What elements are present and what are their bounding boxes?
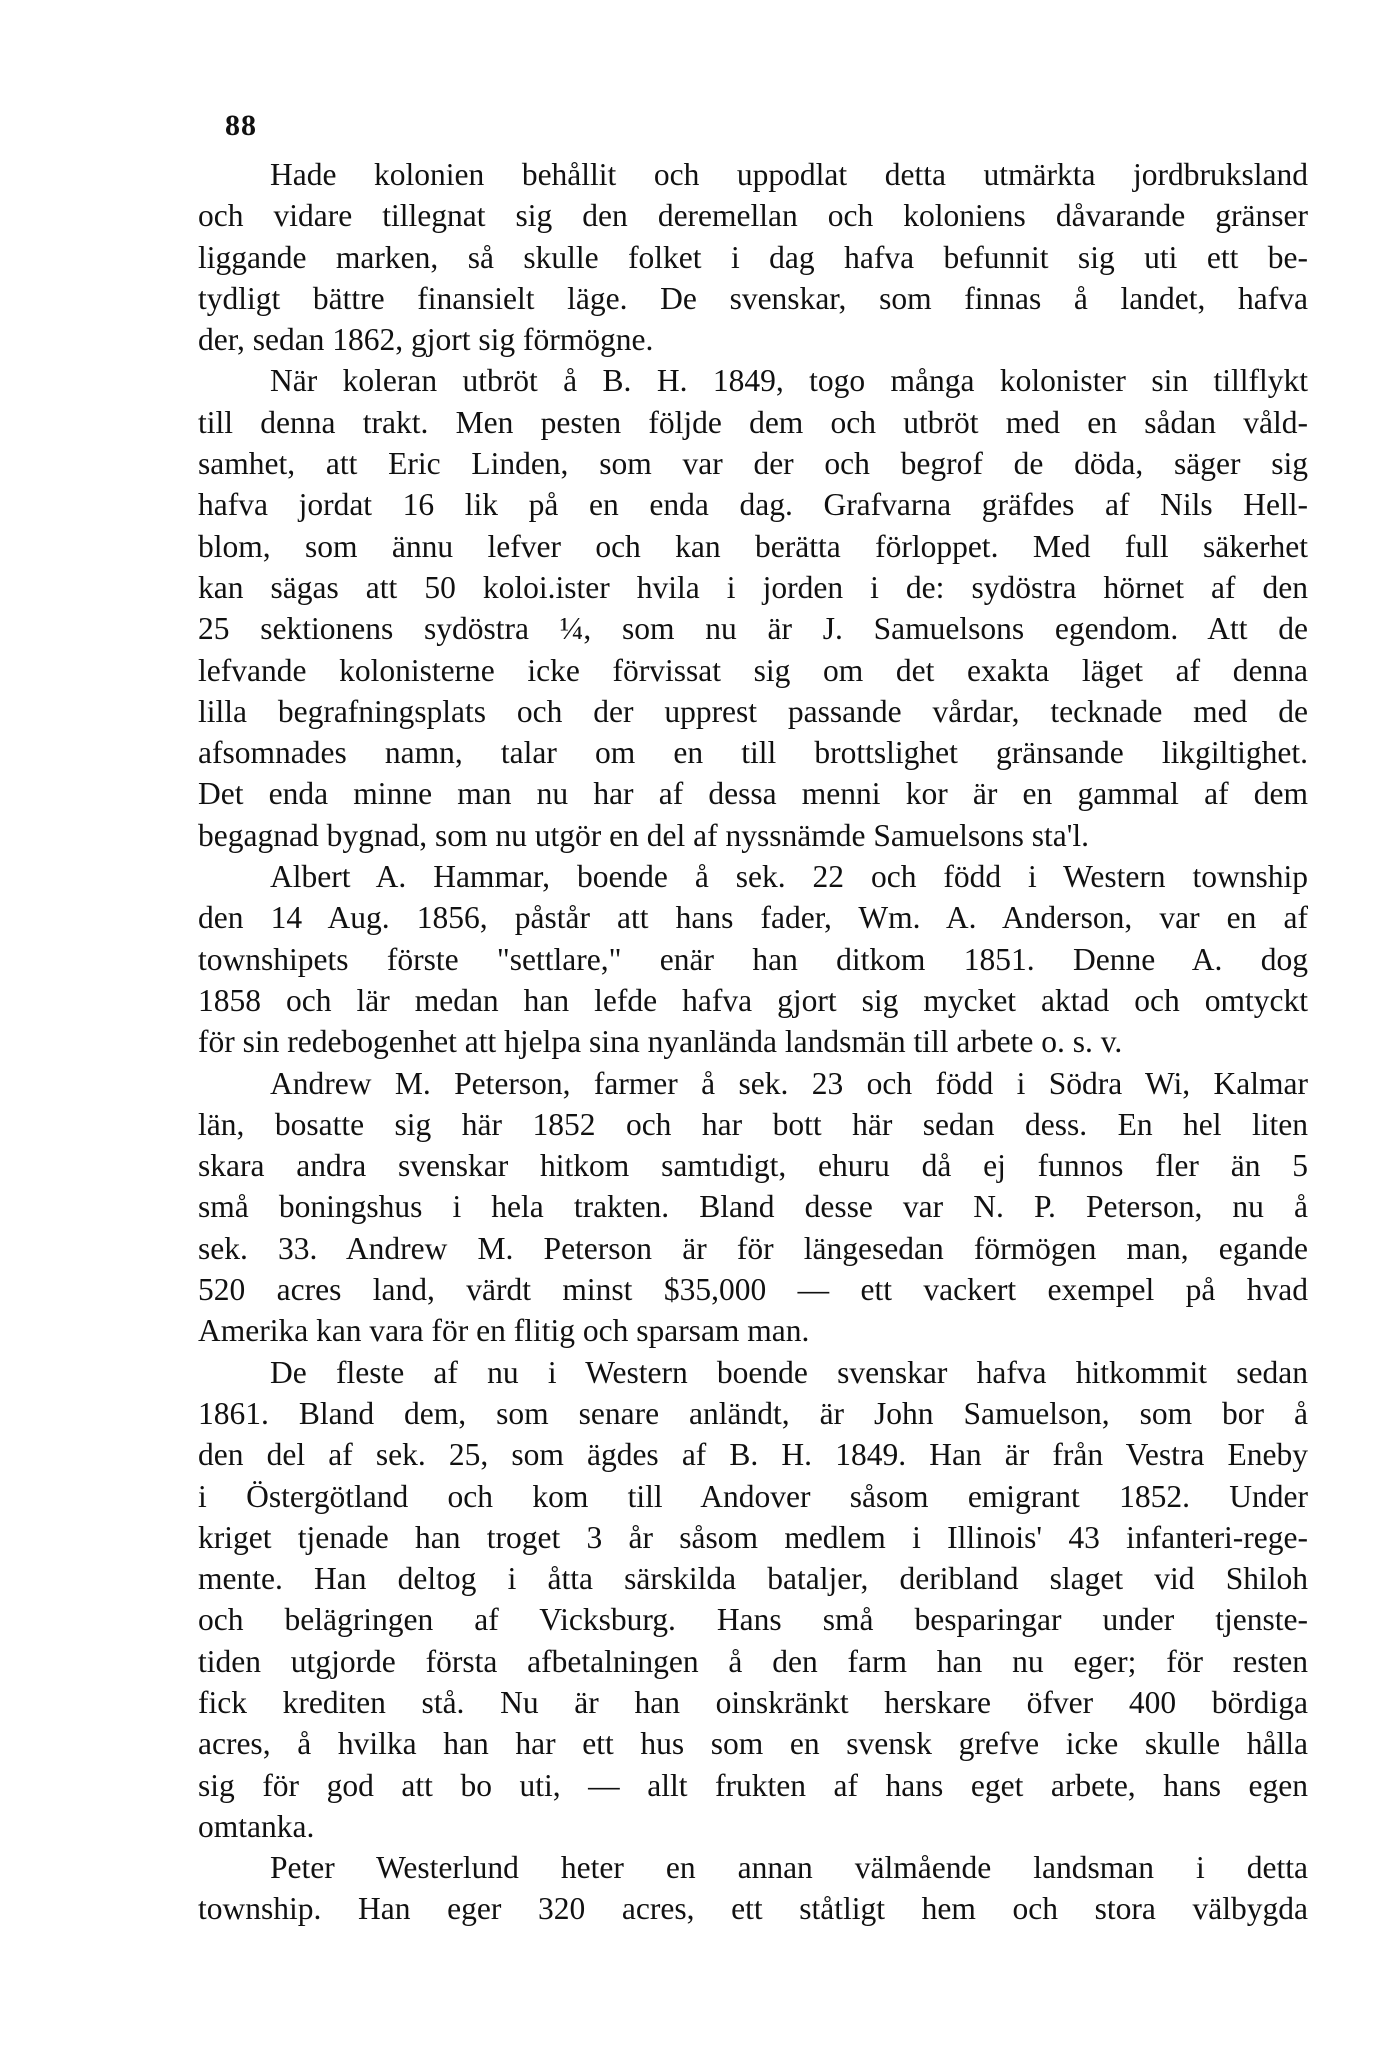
text-line: liggande marken, så skulle folket i dag hafva befunnit sig uti ett be- — [198, 239, 1308, 275]
text-line: De fleste af nu i Western boende svenskar hafva hitkommit sedan — [270, 1354, 1308, 1390]
text-line: kriget tjenade han troget 3 år såsom medlem i Illinois' 43 infanteri-rege- — [198, 1519, 1308, 1555]
text-line: lefvande kolonisterne icke förvissat sig om det exakta läget af denna — [198, 652, 1308, 688]
text-line: skara andra svenskar hitkom samtıdigt, ehuru då ej funnos fler än 5 — [198, 1148, 1308, 1184]
text-line: blom, som ännu lefver och kan berätta förloppet. Med full säkerhet — [198, 528, 1308, 564]
text-line: sig för god att bo uti, — allt frukten af hans eget arbete, hans egen — [198, 1767, 1308, 1803]
text-line: Peter Westerlund heter en annan välmående landsman i detta — [270, 1850, 1308, 1886]
text-line: kan sägas att 50 koloi.ister hvila i jorden i de: sydöstra hörnet af den — [198, 569, 1308, 605]
text-line: samhet, att Eric Linden, som var der och begrof de döda, säger sig — [198, 446, 1308, 482]
text-line: och vidare tillegnat sig den deremellan och koloniens dåvarande gränser — [198, 198, 1308, 234]
text-line: lilla begrafningsplats och der upprest passande vårdar, tecknade med de — [198, 693, 1308, 729]
text-line: 25 sektionens sydöstra ¼, som nu är J. Samuelsons egendom. Att de — [198, 611, 1308, 647]
text-line: tiden utgjorde första afbetalningen å den farm han nu eger; för resten — [198, 1643, 1308, 1679]
text-line: den del af sek. 25, som ägdes af B. H. 1849. Han är från Vestra Eneby — [198, 1437, 1308, 1473]
page-number: 88 — [225, 109, 257, 142]
text-line: tydligt bättre finansielt läge. De svenskar, som finnas å landet, hafva — [198, 280, 1308, 316]
text-line: små boningshus i hela trakten. Bland desse var N. P. Peterson, nu å — [198, 1189, 1308, 1225]
text-line: till denna trakt. Men pesten följde dem och utbröt med en sådan våld- — [198, 404, 1308, 440]
text-line: Amerika kan vara för en flitig och sparsam man. — [198, 1313, 810, 1349]
text-line: township. Han eger 320 acres, ett ståtligt hem och stora välbygda — [198, 1891, 1308, 1927]
text-line: fick krediten stå. Nu är han oinskränkt herskare öfver 400 bördiga — [198, 1684, 1308, 1720]
text-line: 1861. Bland dem, som senare anländt, är John Samuelson, som bor å — [198, 1395, 1308, 1431]
text-line: för sin redebogenhet att hjelpa sina nyanlända landsmän till arbete o. s. v. — [198, 1024, 1123, 1060]
text-line: 520 acres land, värdt minst $35,000 — ett vackert exempel på hvad — [198, 1272, 1308, 1308]
text-line: acres, å hvilka han har ett hus som en svensk grefve icke skulle hålla — [198, 1726, 1308, 1762]
text-line: mente. Han deltog i åtta särskilda bataljer, deribland slaget vid Shiloh — [198, 1561, 1308, 1597]
text-line: hafva jordat 16 lik på en enda dag. Grafvarna gräfdes af Nils Hell- — [198, 487, 1308, 523]
text-line: 1858 och lär medan han lefde hafva gjort sig mycket aktad och omtyckt — [198, 982, 1308, 1018]
text-line: afsomnades namn, talar om en till brottslighet gränsande likgiltighet. — [198, 735, 1308, 771]
text-line: Det enda minne man nu har af dessa menni kor är en gammal af dem — [198, 776, 1308, 812]
text-line: begagnad bygnad, som nu utgör en del af nyssnämde Samuelsons sta'l. — [198, 817, 1090, 853]
text-line: och belägringen af Vicksburg. Hans små besparingar under tjenste- — [198, 1602, 1308, 1638]
text-line: der, sedan 1862, gjort sig förmögne. — [198, 322, 654, 358]
text-line: townshipets förste "settlare," enär han ditkom 1851. Denne A. dog — [198, 941, 1308, 977]
text-line: sek. 33. Andrew M. Peterson är för längesedan förmögen man, egande — [198, 1230, 1308, 1266]
text-line: Hade kolonien behållit och uppodlat detta utmärkta jordbruksland — [270, 157, 1308, 192]
text-line: Albert A. Hammar, boende å sek. 22 och född i Western township — [270, 859, 1308, 895]
body-text — [198, 154, 1308, 1930]
text-line: omtanka. — [198, 1808, 315, 1844]
text-line: den 14 Aug. 1856, påstår att hans fader, Wm. A. Anderson, var en af — [198, 900, 1308, 936]
text-line: När koleran utbröt å B. H. 1849, togo många kolonister sin tillflykt — [270, 363, 1308, 399]
text-line: i Östergötland och kom till Andover såsom emigrant 1852. Under — [198, 1478, 1308, 1514]
text-line: Andrew M. Peterson, farmer å sek. 23 och född i Södra Wi, Kalmar — [270, 1065, 1308, 1101]
text-line: län, bosatte sig här 1852 och har bott här sedan dess. En hel liten — [198, 1106, 1308, 1142]
